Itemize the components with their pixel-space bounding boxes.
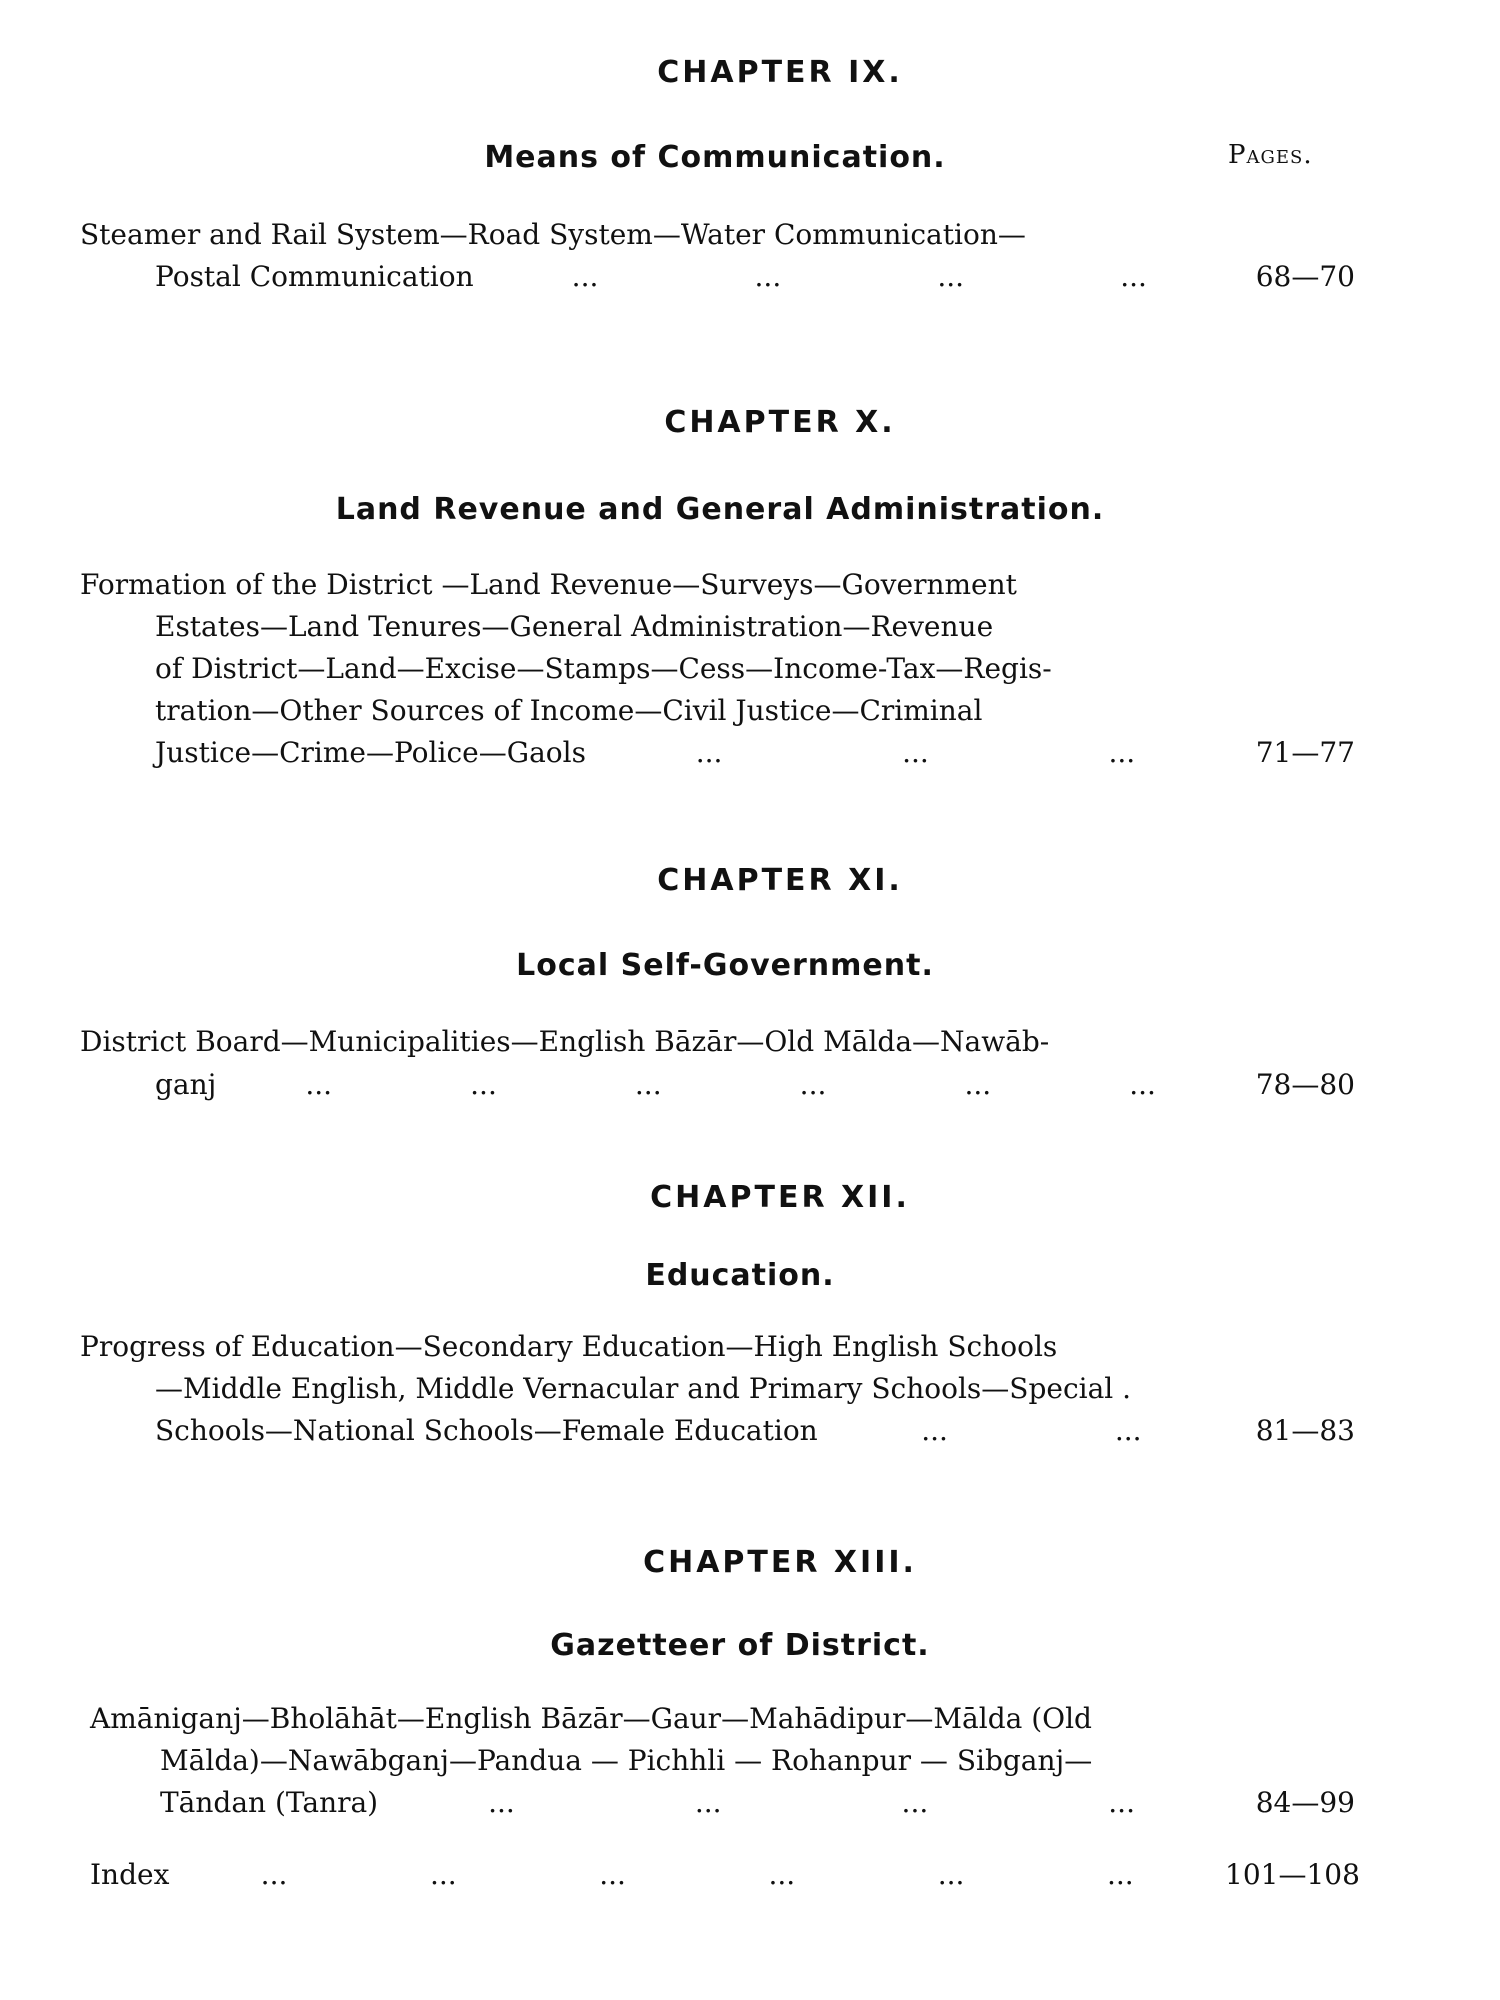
toc-line: District Board—Municipalities—English Bāzār—Old Mālda—Nawāb- xyxy=(80,1025,1050,1058)
leader-dot: ... xyxy=(571,260,599,293)
toc-line: Mālda)—Nawābganj—Pandua — Pichhli — Rohanpur — Sibganj— xyxy=(160,1744,1093,1777)
toc-line: of District—Land—Excise—Stamps—Cess—Income-Tax—Regis- xyxy=(155,652,1052,685)
leader-dot: ... xyxy=(305,1068,333,1101)
leader-dot: ... xyxy=(902,736,929,769)
chapter-subject: Gazetteer of District. xyxy=(550,1628,930,1663)
page-range: 68—70 xyxy=(1255,260,1355,293)
pages-column-header: Pages. xyxy=(1228,140,1313,170)
leader-dot: ... xyxy=(901,1786,929,1819)
toc-line: Amāniganj—Bholāhāt—English Bāzār—Gaur—Mahādipur—Mālda (Old xyxy=(90,1702,1092,1735)
toc-line: Formation of the District —Land Revenue—Surveys—Government xyxy=(80,568,1017,601)
chapter-heading: CHAPTER XIII. xyxy=(643,1545,917,1580)
leader-dots xyxy=(818,1414,1245,1447)
chapter-subject: Means of Communication. xyxy=(484,140,946,175)
chapter-subject: Local Self-Government. xyxy=(516,948,934,983)
chapter-subject: Education. xyxy=(645,1258,835,1293)
leader-dots xyxy=(586,736,1245,769)
toc-entry-last xyxy=(155,736,1355,769)
toc-entry-text: Schools—National Schools—Female Education xyxy=(155,1414,818,1447)
page-range: 84—99 xyxy=(1255,1786,1355,1819)
leader-dot: ... xyxy=(1108,1786,1135,1819)
toc-entry-last xyxy=(155,1068,1355,1101)
leader-dot: ... xyxy=(599,1858,626,1891)
toc-line: —Middle English, Middle Vernacular and Primary Schools—Special . xyxy=(155,1372,1132,1405)
chapter-heading: CHAPTER X. xyxy=(664,405,896,440)
chapter-subject: Land Revenue and General Administration. xyxy=(335,492,1105,527)
leader-dots xyxy=(216,1068,1245,1101)
page-range: 81—83 xyxy=(1255,1414,1355,1447)
leader-dot: ... xyxy=(937,260,965,293)
leader-dot: ... xyxy=(470,1068,497,1101)
leader-dots xyxy=(378,1786,1245,1819)
page-range: 101—108 xyxy=(1225,1858,1360,1891)
chapter-heading: CHAPTER IX. xyxy=(657,55,903,90)
toc-line: tration—Other Sources of Income—Civil Justice—Criminal xyxy=(155,694,983,727)
leader-dot: ... xyxy=(1107,1858,1134,1891)
leader-dot: ... xyxy=(694,1786,722,1819)
toc-entry-text: Justice—Crime—Police—Gaols xyxy=(155,736,586,769)
index-label: Index xyxy=(90,1858,170,1891)
leader-dot: ... xyxy=(1120,260,1147,293)
leader-dots xyxy=(474,260,1245,293)
leader-dot: ... xyxy=(921,1414,948,1447)
toc-entry-text: Postal Communication xyxy=(155,260,474,293)
toc-entry-text: ganj xyxy=(155,1068,217,1101)
index-entry xyxy=(90,1858,1360,1891)
chapter-heading: CHAPTER XII. xyxy=(650,1180,910,1215)
toc-line: Estates—Land Tenures—General Administration—Revenue xyxy=(155,610,994,643)
leader-dots xyxy=(169,1858,1225,1891)
toc-entry-last xyxy=(155,1414,1355,1447)
leader-dot: ... xyxy=(488,1786,515,1819)
leader-dot: ... xyxy=(695,736,723,769)
leader-dot: ... xyxy=(937,1858,965,1891)
leader-dot: ... xyxy=(799,1068,827,1101)
toc-entry-last xyxy=(160,1786,1355,1819)
leader-dot: ... xyxy=(768,1858,796,1891)
leader-dot: ... xyxy=(1114,1414,1142,1447)
leader-dot: ... xyxy=(964,1068,992,1101)
chapter-heading: CHAPTER XI. xyxy=(657,863,903,898)
leader-dot: ... xyxy=(1129,1068,1156,1101)
toc-entry-last xyxy=(155,260,1355,293)
page-range: 78—80 xyxy=(1255,1068,1355,1101)
toc-line: Steamer and Rail System—Road System—Water Communication— xyxy=(80,218,1026,251)
page-range: 71—77 xyxy=(1255,736,1355,769)
leader-dot: ... xyxy=(260,1858,288,1891)
leader-dot: ... xyxy=(429,1858,457,1891)
toc-line: Progress of Education—Secondary Education—High English Schools xyxy=(80,1330,1058,1363)
leader-dot: ... xyxy=(754,260,782,293)
leader-dot: ... xyxy=(1108,736,1136,769)
toc-entry-text: Tāndan (Tanra) xyxy=(160,1786,379,1819)
leader-dot: ... xyxy=(634,1068,662,1101)
